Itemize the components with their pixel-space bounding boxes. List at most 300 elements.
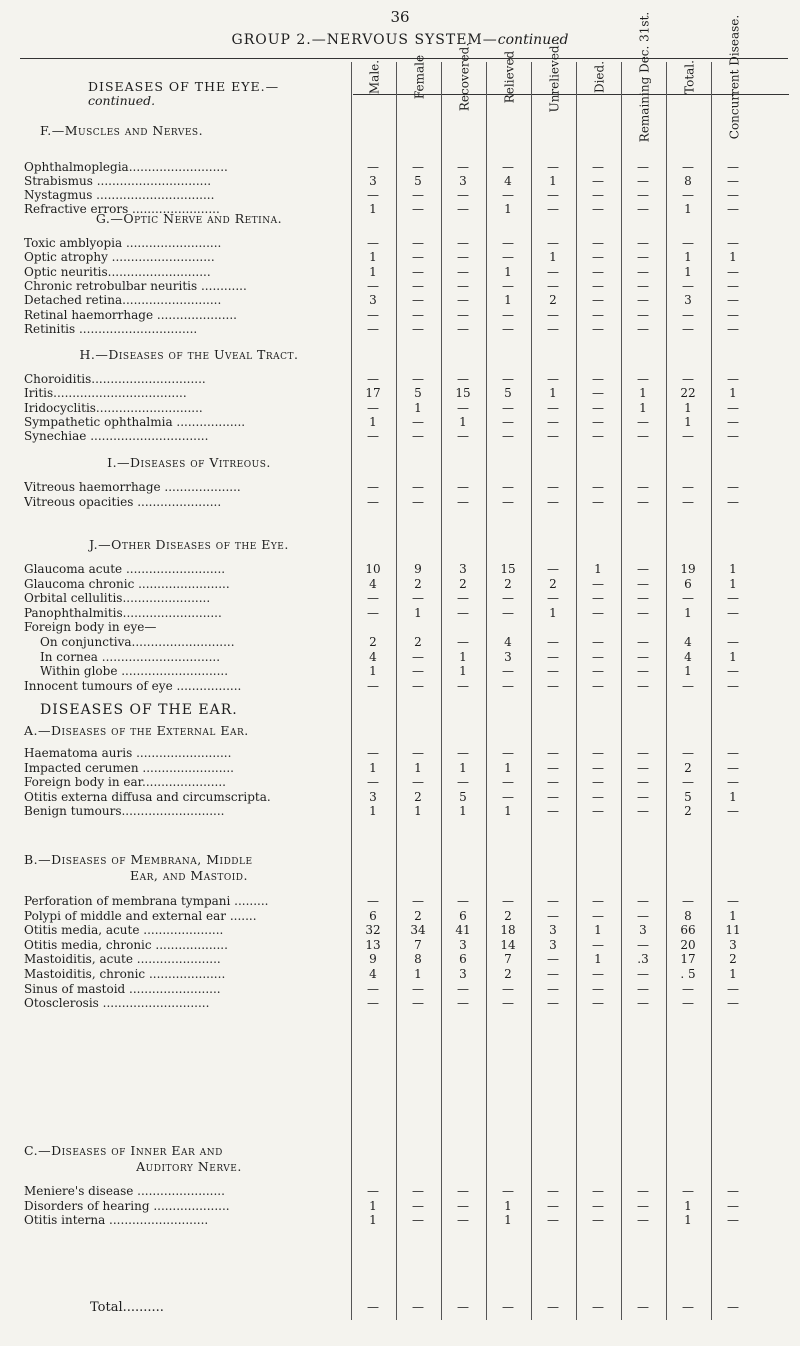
table-cell: — [412, 307, 424, 322]
table-cell: — [592, 494, 604, 509]
table-row [0, 894, 800, 908]
table-cell: — [457, 1213, 469, 1228]
table-cell: 3 [549, 923, 557, 938]
table-cell: — [592, 160, 604, 174]
table-row [0, 279, 800, 293]
table-cell: — [367, 307, 379, 322]
total-cell: — [592, 1300, 604, 1314]
table-cell: 32 [365, 923, 381, 938]
table-cell: — [592, 804, 604, 819]
table-row [0, 952, 800, 966]
table-cell: — [457, 1198, 469, 1213]
table-cell: — [727, 236, 739, 250]
table-cell: — [367, 605, 379, 620]
table-cell: — [457, 250, 469, 265]
table-cell: — [547, 188, 559, 202]
table-cell: — [637, 293, 649, 308]
table-cell: 1 [594, 562, 602, 576]
row-label: Disorders of hearing .................... [24, 1198, 230, 1213]
row-label: Optic atrophy ........................... [24, 250, 215, 265]
table-cell: — [637, 894, 649, 908]
total-cell: — [457, 1300, 469, 1314]
table-row [0, 236, 800, 250]
section-title: Auditory Nerve. [136, 1159, 242, 1174]
table-cell: — [502, 307, 514, 322]
table-cell: — [592, 635, 604, 649]
table-cell: — [727, 746, 739, 760]
table-cell: — [592, 236, 604, 250]
table-cell: 1 [684, 400, 692, 415]
table-cell: — [367, 1184, 379, 1198]
table-cell: — [412, 649, 424, 664]
table-cell: 1 [684, 264, 692, 279]
table-cell: 1 [504, 1198, 512, 1213]
table-cell: — [457, 264, 469, 279]
table-cell: 1 [369, 202, 377, 216]
column-header [400, 54, 440, 100]
table-cell: — [637, 804, 649, 819]
table-cell: — [547, 400, 559, 415]
table-cell: — [727, 307, 739, 322]
table-cell: — [367, 996, 379, 1011]
table-cell: — [592, 789, 604, 804]
row-label: Choroiditis.............................. [24, 372, 206, 386]
table-cell: — [502, 591, 514, 606]
section-title: J.—Other Diseases of the Eye. [89, 537, 289, 552]
table-cell: — [637, 1213, 649, 1228]
table-row [0, 250, 800, 264]
table-cell: 1 [684, 1213, 692, 1228]
header-subtitle: continued. [88, 93, 156, 108]
section-title: B.—Diseases of Membrana, Middle [24, 852, 253, 867]
table-cell: 6 [459, 952, 467, 967]
table-row [0, 188, 800, 202]
table-cell: — [412, 664, 424, 679]
table-row [0, 562, 800, 576]
table-cell: — [412, 996, 424, 1011]
table-cell: 2 [684, 760, 692, 775]
row-label: Perforation of membrana tympani ......... [24, 894, 269, 908]
table-cell: 2 [504, 967, 512, 981]
total-cell: — [727, 1300, 739, 1314]
row-label: Strabismus .............................. [24, 174, 212, 188]
section-title: DISEASES OF THE EAR. [40, 702, 238, 718]
table-cell: 1 [369, 760, 377, 775]
table-cell: — [637, 996, 649, 1011]
table-cell: — [412, 372, 424, 386]
table-cell: 1 [549, 605, 557, 620]
table-cell: — [502, 429, 514, 444]
table-cell: — [457, 635, 469, 649]
row-label: Detached retina.......................... [24, 293, 222, 308]
table-cell: — [682, 321, 694, 336]
row-label: Synechiae ............................... [24, 429, 209, 444]
row-label: Toxic amblyopia ......................... [24, 236, 222, 250]
table-cell: 10 [365, 562, 381, 576]
table-cell: — [727, 414, 739, 429]
group-title-continued: continued [497, 32, 569, 48]
table-cell: 1 [504, 264, 512, 279]
row-label: Otosclerosis ............................ [24, 996, 210, 1011]
table-cell: 3 [369, 293, 377, 308]
table-cell: — [502, 236, 514, 250]
table-cell: — [592, 414, 604, 429]
table-cell: 1 [729, 386, 737, 401]
table-cell: 20 [680, 937, 696, 952]
row-label: Mastoiditis, acute ...................... [24, 952, 221, 967]
table-cell: — [637, 1198, 649, 1213]
table-cell: — [682, 188, 694, 202]
total-row [0, 1300, 800, 1314]
table-cell: — [502, 250, 514, 265]
table-cell: 4 [369, 967, 377, 981]
table-cell: 5 [414, 386, 422, 401]
page-number: 36 [390, 8, 410, 26]
table-cell: — [457, 894, 469, 908]
row-label: Panophthalmitis.......................... [24, 605, 222, 620]
row-label: Orbital cellulitis....................... [24, 591, 211, 606]
table-cell: — [457, 293, 469, 308]
table-cell: 2 [504, 576, 512, 591]
table-cell: — [502, 400, 514, 415]
table-cell: — [412, 250, 424, 265]
table-cell: 41 [455, 923, 471, 938]
table-cell: — [547, 307, 559, 322]
row-label: Vitreous haemorrhage .................... [24, 480, 241, 494]
table-cell: 1 [684, 1198, 692, 1213]
table-cell: 1 [414, 967, 422, 981]
table-cell: — [637, 605, 649, 620]
table-cell: — [367, 429, 379, 444]
table-cell: 2 [729, 952, 737, 967]
table-cell: — [457, 981, 469, 996]
table-cell: — [592, 188, 604, 202]
table-cell: — [502, 278, 514, 293]
table-cell: — [412, 678, 424, 693]
table-cell: — [682, 894, 694, 908]
table-cell: 2 [414, 789, 422, 804]
table-row [0, 401, 800, 415]
table-cell: — [547, 908, 559, 923]
column-header [490, 50, 530, 104]
table-cell: 34 [410, 923, 426, 938]
table-cell: 5 [414, 174, 422, 188]
table-cell: 3 [504, 649, 512, 664]
table-cell: — [637, 664, 649, 679]
table-cell: — [547, 494, 559, 509]
table-cell: — [592, 1184, 604, 1198]
table-cell: — [592, 429, 604, 444]
table-cell: — [682, 996, 694, 1011]
table-cell: 2 [414, 635, 422, 649]
row-label: Otitis externa diffusa and circumscripta. [24, 789, 271, 804]
table-cell: — [682, 494, 694, 509]
table-cell: — [637, 202, 649, 216]
table-cell: — [637, 429, 649, 444]
table-cell: — [637, 981, 649, 996]
table-cell: — [682, 678, 694, 693]
table-cell: — [502, 746, 514, 760]
table-cell: — [727, 321, 739, 336]
table-cell: — [412, 278, 424, 293]
table-cell: — [412, 321, 424, 336]
section-title: H.—Diseases of the Uveal Tract. [79, 347, 299, 362]
table-cell: — [457, 746, 469, 760]
table-cell: 1 [549, 250, 557, 265]
table-cell: — [412, 1184, 424, 1198]
table-cell: 1 [729, 908, 737, 923]
table-cell: 9 [414, 562, 422, 576]
table-row [0, 746, 800, 760]
table-cell: 1 [684, 202, 692, 216]
section-title: A.—Diseases of the External Ear. [24, 723, 249, 738]
table-cell: — [412, 414, 424, 429]
table-cell: 1 [549, 386, 557, 401]
table-cell: — [637, 480, 649, 494]
table-cell: — [637, 250, 649, 265]
table-cell: — [637, 746, 649, 760]
table-cell: — [637, 576, 649, 591]
table-cell: 6 [684, 576, 692, 591]
table-cell: 1 [459, 760, 467, 775]
table-cell: — [457, 188, 469, 202]
table-cell: — [592, 372, 604, 386]
table-cell: — [637, 789, 649, 804]
column-header [670, 62, 710, 92]
table-cell: 2 [369, 635, 377, 649]
table-cell: — [457, 480, 469, 494]
table-row [0, 664, 800, 678]
table-cell: 4 [684, 635, 692, 649]
column-header-label: Relieved [502, 50, 517, 104]
table-cell: — [592, 576, 604, 591]
table-cell: — [547, 789, 559, 804]
table-cell: — [592, 775, 604, 790]
table-cell: 5 [684, 789, 692, 804]
table-cell: — [367, 678, 379, 693]
table-row [0, 761, 800, 775]
table-cell: — [637, 174, 649, 188]
row-label: Iridocyclitis............................ [24, 400, 203, 415]
table-row [0, 1213, 800, 1227]
table-cell: 2 [684, 804, 692, 819]
header-title: DISEASES OF THE EYE.— [88, 79, 280, 94]
table-cell: 1 [504, 293, 512, 308]
table-cell: — [592, 678, 604, 693]
table-cell: 1 [684, 664, 692, 679]
table-cell: 1 [369, 414, 377, 429]
table-cell: — [502, 480, 514, 494]
table-cell: 1 [369, 804, 377, 819]
table-cell: — [412, 1198, 424, 1213]
table-cell: 1 [684, 414, 692, 429]
table-cell: — [457, 372, 469, 386]
table-cell: — [412, 591, 424, 606]
table-row [0, 174, 800, 188]
table-cell: 11 [725, 923, 741, 938]
table-row [0, 923, 800, 937]
table-cell: 2 [414, 908, 422, 923]
table-cell: — [727, 775, 739, 790]
table-cell: — [592, 307, 604, 322]
table-cell: — [592, 981, 604, 996]
table-cell: 1 [639, 400, 647, 415]
table-row [0, 372, 800, 386]
group-title [0, 32, 800, 48]
table-cell: — [412, 202, 424, 216]
table-cell: — [592, 386, 604, 401]
row-label: Polypi of middle and external ear ....... [24, 908, 257, 923]
table-row [0, 308, 800, 322]
table-cell: — [592, 649, 604, 664]
table-cell: 2 [459, 576, 467, 591]
table-cell: — [502, 981, 514, 996]
table-cell: — [457, 996, 469, 1011]
table-cell: 13 [365, 937, 381, 952]
total-cell: — [367, 1300, 379, 1314]
table-cell: — [367, 591, 379, 606]
table-cell: — [592, 591, 604, 606]
table-cell: 1 [729, 250, 737, 265]
table-cell: — [592, 746, 604, 760]
table-row [0, 635, 800, 649]
table-cell: — [727, 1198, 739, 1213]
table-cell: — [592, 996, 604, 1011]
total-label: Total.......... [90, 1300, 164, 1315]
table-cell: — [727, 760, 739, 775]
table-cell: 1 [594, 923, 602, 938]
table-cell: — [727, 678, 739, 693]
table-cell: — [502, 372, 514, 386]
table-cell: 1 [414, 804, 422, 819]
table-cell: — [457, 278, 469, 293]
column-header [715, 14, 755, 140]
section-title: I.—Diseases of Vitreous. [107, 455, 271, 470]
table-cell: 2 [504, 908, 512, 923]
table-cell: 1 [459, 414, 467, 429]
table-cell: — [547, 894, 559, 908]
column-header-label: Total. [682, 60, 697, 94]
table-cell: — [727, 160, 739, 174]
table-cell: — [727, 264, 739, 279]
table-cell: 1 [504, 804, 512, 819]
table-cell: — [637, 678, 649, 693]
column-header [445, 42, 485, 112]
table-row [0, 480, 800, 494]
table-cell: — [502, 775, 514, 790]
table-cell: — [637, 494, 649, 509]
table-cell: 1 [369, 264, 377, 279]
table-cell: — [367, 188, 379, 202]
table-cell: — [457, 605, 469, 620]
table-cell: — [367, 278, 379, 293]
table-cell: — [637, 372, 649, 386]
column-header-label: Died. [592, 60, 607, 94]
total-cell: — [502, 1300, 514, 1314]
table-cell: — [637, 236, 649, 250]
table-cell: — [367, 494, 379, 509]
table-cell: — [547, 202, 559, 216]
table-cell: — [637, 562, 649, 576]
table-cell: — [682, 775, 694, 790]
table-cell: — [727, 174, 739, 188]
table-cell: 1 [684, 605, 692, 620]
table-cell: — [547, 996, 559, 1011]
table-cell: 1 [729, 789, 737, 804]
row-label: Otitis media, acute ..................... [24, 923, 224, 938]
table-cell: — [412, 494, 424, 509]
table-cell: 7 [414, 937, 422, 952]
table-cell: — [727, 202, 739, 216]
row-label: Sympathetic ophthalmia .................. [24, 414, 246, 429]
table-cell: 5 [459, 789, 467, 804]
table-cell: — [502, 678, 514, 693]
table-cell: 17 [365, 386, 381, 401]
row-label: Foreign body in ear...................... [24, 775, 226, 790]
table-cell: — [592, 664, 604, 679]
table-cell: .3 [637, 952, 649, 967]
table-cell: — [727, 1184, 739, 1198]
table-cell: — [592, 278, 604, 293]
table-cell: — [547, 649, 559, 664]
table-cell: — [367, 894, 379, 908]
table-cell: — [727, 293, 739, 308]
table-cell: — [592, 908, 604, 923]
table-cell: — [547, 414, 559, 429]
table-row [0, 775, 800, 789]
table-row [0, 996, 800, 1010]
table-row [0, 577, 800, 591]
table-row [0, 804, 800, 818]
table-cell: 1 [414, 400, 422, 415]
table-cell: 2 [549, 293, 557, 308]
table-row [0, 650, 800, 664]
table-row [0, 293, 800, 307]
table-cell: — [547, 635, 559, 649]
table-cell: 18 [500, 923, 516, 938]
table-cell: — [637, 321, 649, 336]
table-cell: — [412, 188, 424, 202]
table-row [0, 982, 800, 996]
table-cell: — [592, 480, 604, 494]
table-cell: 1 [504, 202, 512, 216]
table-cell: 3 [684, 293, 692, 308]
table-cell: 1 [369, 1198, 377, 1213]
row-label: Foreign body in eye— [24, 620, 157, 635]
table-cell: — [592, 760, 604, 775]
table-cell: 8 [684, 908, 692, 923]
table-cell: 4 [504, 174, 512, 188]
table-cell: 22 [680, 386, 696, 401]
table-cell: — [412, 981, 424, 996]
table-cell: — [727, 591, 739, 606]
table-row [0, 679, 800, 693]
table-cell: — [637, 967, 649, 981]
row-label: Meniere's disease ....................... [24, 1184, 225, 1198]
row-label: Chronic retrobulbar neuritis ............ [24, 278, 247, 293]
table-cell: — [727, 996, 739, 1011]
table-cell: — [547, 775, 559, 790]
row-label: Innocent tumours of eye ................. [24, 678, 242, 693]
table-cell: — [367, 160, 379, 174]
table-cell: 3 [369, 174, 377, 188]
table-cell: — [637, 760, 649, 775]
table-cell: 1 [369, 1213, 377, 1228]
table-cell: — [727, 664, 739, 679]
row-label: Nystagmus ............................... [24, 188, 215, 202]
table-cell: — [637, 160, 649, 174]
table-cell: — [592, 293, 604, 308]
